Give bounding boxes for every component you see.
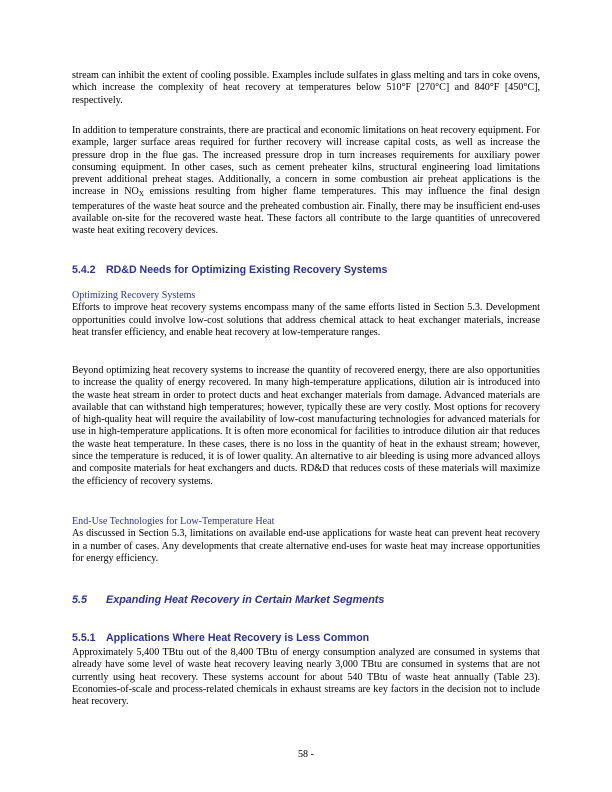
paragraph-end-use	[72, 516, 540, 565]
paragraph-intro: stream can inhibit the extent of cooling possible. Examples include sulfates in glass melting and tars in coke ovens, which increase the complexity of heat recovery at temperatures below 510°F [270°C] and 840°F [450°C], respectively.	[72, 70, 540, 106]
page-number: 58 -	[298, 749, 314, 760]
section-title: Expanding Heat Recovery in Certain Market Segments	[106, 594, 385, 606]
paragraph-optimizing	[72, 290, 540, 339]
section-number: 5.5.1	[72, 632, 96, 644]
section-heading-5-5	[72, 594, 384, 606]
paragraph-optimizing-text: Efforts to improve heat recovery systems encompass many of the same efforts listed in Section 5.3. Development opportunities could involve low-cost solutions that address chemical attack to heat exchanger materials, increase heat transfer efficiency, and enable heat recovery at low-temperature ranges.	[72, 302, 540, 338]
paragraph-constraints	[72, 125, 540, 238]
paragraph-end-use-text: As discussed in Section 5.3, limitations on available end-use applications for waste heat can prevent heat recovery in a number of cases. Any developments that create alternative end-uses for waste heat may increase opportunities for energy efficiency.	[72, 528, 540, 564]
section-number: 5.4.2	[72, 264, 96, 276]
section-number: 5.5	[72, 594, 88, 606]
subheading-end-use-technologies: End-Use Technologies for Low-Temperature Heat	[72, 516, 275, 527]
section-heading-5-4-2	[72, 264, 387, 276]
section-title: RD&D Needs for Optimizing Existing Recovery Systems	[106, 264, 388, 276]
section-title: Applications Where Heat Recovery is Less Common	[106, 632, 370, 644]
section-heading-5-5-1	[72, 632, 369, 644]
paragraph-quality: Beyond optimizing heat recovery systems to increase the quantity of recovered energy, there are also opportunities to increase the quality of energy recovered. In many high-temperature applications, dilution air is introduced into the waste heat stream in order to protect ducts and heat exchanger materials from damage. Advanced materials are available that can withstand high temperatures; however, typically these are very costly. Most options for recovery of high-quality heat will require the availability of low-cost manufacturing technologies for advanced materials for use in high-temperature applications. It is often more economical for facilities to introduce dilution air that reduces the waste heat temperature. In these cases, there is no loss in the quantity of heat in the exhaust stream; however, since the temperature is reduced, it is of lower quality. An alternative to air bleeding is using more advanced alloys and composite materials for heat exchangers and ducts. RD&D that reduces costs of these materials will maximize the efficiency of recovery systems.	[72, 365, 540, 487]
nox-subscript: X	[138, 190, 144, 199]
paragraph-constraints-text-b: emissions resulting from higher flame temperatures. This may influence the final design temperatures of the waste heat source and the preheated combustion air. Finally, there may be insufficient end-uses available on-site for the recovered waste heat. These factors all contribute to the large quantities of unrecovered waste heat exiting recovery devices.	[72, 186, 541, 237]
paragraph-constraints-text-a: In addition to temperature constraints, there are practical and economic limitations on heat recovery equipment. For example, larger surface areas required for further recovery will increase capital costs, as well as increase the pressure drop in the flue gas. The increased pressure drop in turn increases requirements for auxiliary power consuming equipment. In other cases, such as cement preheater kilns, structural engineering load limitations prevent additional preheat stages. Additionally, a concern in some combustion air preheat applications is the increase in NO	[72, 125, 540, 198]
paragraph-applications: Approximately 5,400 TBtu out of the 8,400 TBtu of energy consumption analyzed are consumed in systems that already have some level of waste heat recovery leaving nearly 3,000 TBtu are consumed in systems that are not currently using heat recovery. These systems account for about 540 TBtu of waste heat annually (Table 23). Economies-of-scale and process-related chemicals in exhaust streams are key factors in the decision not to include heat recovery.	[72, 647, 540, 708]
subheading-optimizing-recovery-systems: Optimizing Recovery Systems	[72, 290, 196, 301]
